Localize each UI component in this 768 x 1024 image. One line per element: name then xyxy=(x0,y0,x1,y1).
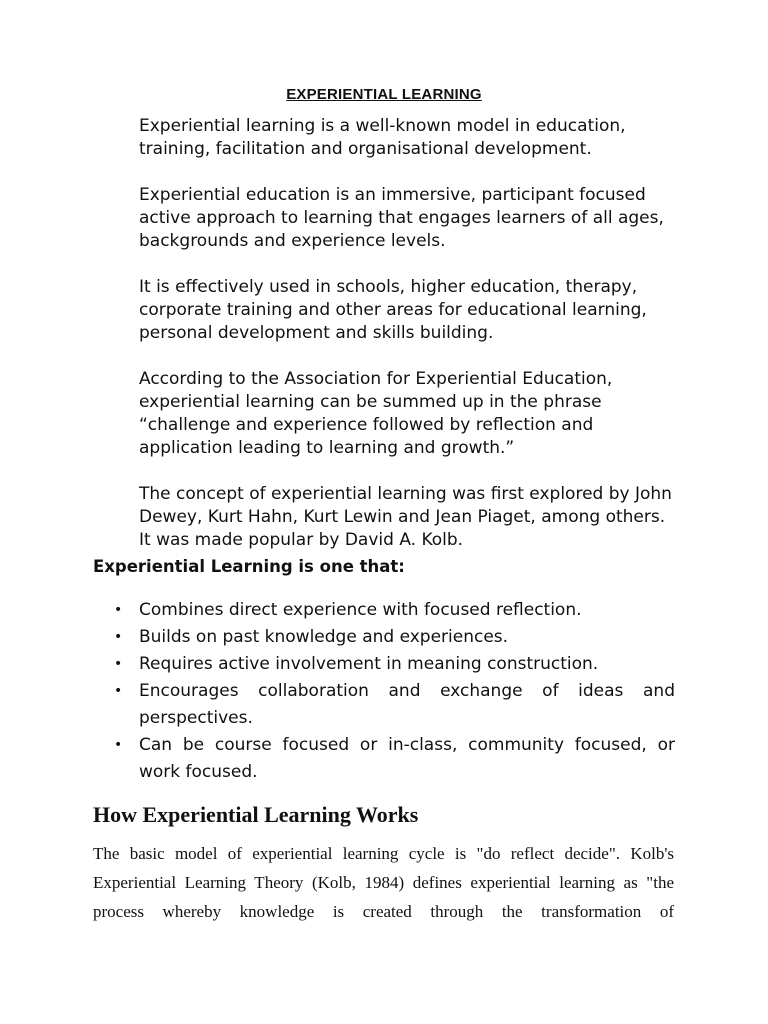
intro-section xyxy=(139,115,679,552)
bullet-text: Can be course focused or in-class, community focused, or work focused. xyxy=(139,735,675,782)
intro-paragraph: Experiential education is an immersive, participant focused active approach to learning that engages learners of all ages, backgrounds and experience levels. xyxy=(139,185,664,251)
bullet-icon: • xyxy=(114,683,123,699)
section-body-text: The basic model of experiential learning cycle is "do reflect decide". Kolb's Experiential Learning Theory (Kolb, 1984) defines experiential learning as "the process whereby knowledge is created through the transformation of xyxy=(93,844,674,921)
bullet-item xyxy=(93,732,675,786)
intro-paragraph: According to the Association for Experiential Education, experiential learning can be summed up in the phrase “challenge and experience followed by reflection and application leading to learning and growth.” xyxy=(139,369,613,458)
bullet-icon: • xyxy=(114,629,123,645)
bullet-text: Combines direct experience with focused reflection. xyxy=(139,600,582,620)
bullet-list xyxy=(93,597,675,786)
bullet-icon: • xyxy=(114,737,123,753)
bullet-item xyxy=(93,678,675,732)
bullet-icon: • xyxy=(114,656,123,672)
section-heading: How Experiential Learning Works xyxy=(93,802,419,827)
bullet-text: Encourages collaboration and exchange of ideas and perspectives. xyxy=(139,681,675,728)
intro-paragraph: The concept of experiential learning was first explored by John Dewey, Kurt Hahn, Kurt Lewin and Jean Piaget, among others. It was made popular by David A. Kolb. xyxy=(139,484,672,550)
document-title: EXPERIENTIAL LEARNING xyxy=(286,86,482,103)
intro-paragraph: Experiential learning is a well-known model in education, training, facilitation and organisational development. xyxy=(139,116,626,159)
bullet-item xyxy=(93,624,675,651)
bullet-text: Requires active involvement in meaning construction. xyxy=(139,654,599,674)
bullet-icon: • xyxy=(114,602,123,618)
bullets-heading: Experiential Learning is one that: xyxy=(93,557,405,576)
bullet-item xyxy=(93,651,675,678)
intro-paragraph: It is effectively used in schools, higher education, therapy, corporate training and other areas for educational learning, personal development and skills building. xyxy=(139,277,647,343)
bullet-item xyxy=(93,597,675,624)
bullet-text: Builds on past knowledge and experiences. xyxy=(139,627,509,647)
